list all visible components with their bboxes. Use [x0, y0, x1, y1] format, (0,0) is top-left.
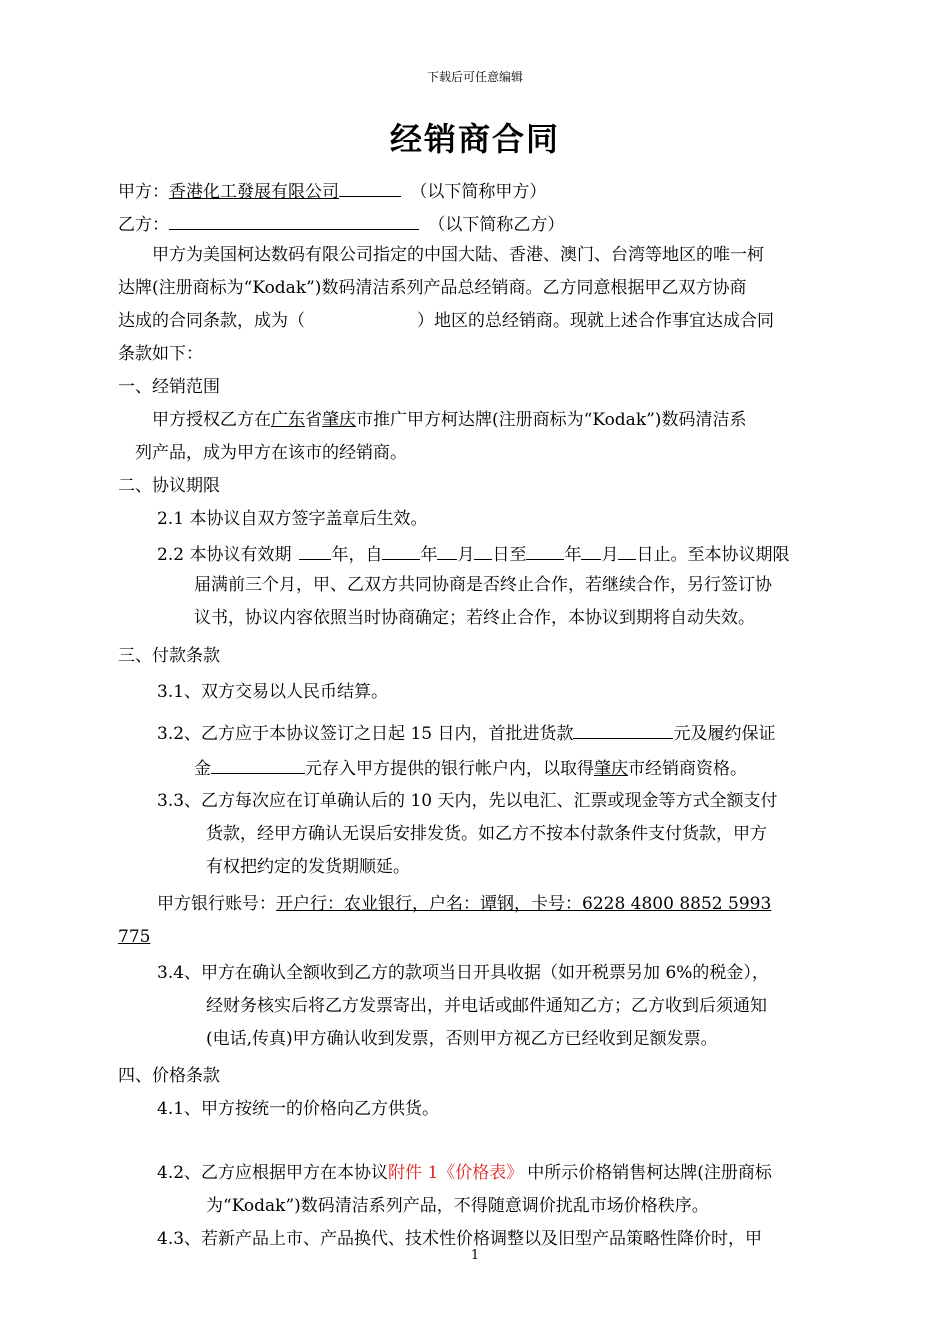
- section-2-item-1: 2.1 本协议自双方签字盖章后生效。: [157, 509, 428, 529]
- bank-account-value: 开户行：农业银行，户名：谭钢，卡号：6228 4800 8852 5993: [276, 894, 772, 914]
- s2-blank-years: [299, 541, 331, 560]
- s3-deposit-text: 3.2、乙方应于本协议签订之日起 15 日内，首批进货款: [157, 724, 574, 744]
- s3-city: 肇庆: [594, 759, 628, 779]
- party-a-blank: [339, 178, 401, 197]
- s2-blank-start-year: [382, 541, 420, 560]
- bank-account-label: 甲方银行账号：: [157, 894, 276, 914]
- section-4-item-1: 4.1、甲方按统一的价格向乙方供货。: [157, 1099, 440, 1119]
- party-b-line: [118, 211, 564, 236]
- intro-line-3: [118, 310, 774, 332]
- party-b-label: 乙方：: [118, 215, 169, 235]
- section-3-item-2-line-2: [194, 755, 747, 780]
- s4-price-text-b: 中所示价格销售柯达牌(注册商标: [527, 1163, 772, 1183]
- intro-line-2: 达牌(注册商标为“Kodak”)数码清洁系列产品总经销商。乙方同意根据甲乙双方协商: [118, 278, 747, 298]
- page-number: 1: [470, 1248, 480, 1263]
- s2-end-text: 日止。至本协议期限: [636, 545, 790, 565]
- s2-year-text: 年，自: [331, 545, 383, 565]
- party-a-line: [118, 178, 546, 203]
- party-a-name: 香港化工發展有限公司: [169, 182, 339, 202]
- section-3-item-2-line-1: [157, 720, 775, 745]
- section-3-item-3-line-3: 有权把约定的发货期顺延。: [206, 857, 410, 877]
- price-table-appendix-link[interactable]: 附件 1《价格表》: [388, 1163, 524, 1183]
- party-b-suffix: （以下简称乙方）: [428, 215, 565, 235]
- s1-text-b: 省: [305, 410, 322, 430]
- intro-line-4: 条款如下：: [118, 344, 203, 364]
- section-3-item-4-line-1: 3.4、甲方在确认全额收到乙方的款项当日开具收据（如开税票另加 6%的税金），: [157, 963, 769, 983]
- section-3-item-3-line-2: 货款，经甲方确认无误后安排发货。如乙方不按本付款条件支付货款，甲方: [206, 824, 767, 844]
- party-a-label: 甲方：: [118, 182, 169, 202]
- s3-deposit-text-e: 市经销商资格。: [628, 759, 747, 779]
- section-4-item-3-line-1: 4.3、若新产品上市、产品换代、技术性价格调整以及旧型产品策略性降价时，甲: [157, 1229, 763, 1249]
- section-2-item-2-line-3: 议书，协议内容依照当时协商确定；若终止合作，本协议到期将自动失效。: [194, 608, 755, 628]
- section-2-item-2-line-2: 届满前三个月，甲、乙双方共同协商是否终止合作，若继续合作，另行签订协: [194, 575, 772, 595]
- section-3-item-3-line-1: 3.3、乙方每次应在订单确认后的 10 天内，先以电汇、汇票或现金等方式全额支付: [157, 791, 778, 811]
- s4-price-text-a: 4.2、乙方应根据甲方在本协议: [157, 1163, 389, 1183]
- section-4-item-2-line-1: [157, 1162, 772, 1184]
- section-3-item-4-line-3: (电话,传真)甲方确认收到发票，否则甲方视乙方已经收到足额发票。: [206, 1029, 718, 1049]
- section-1-line-2: 列产品，成为甲方在该市的经销商。: [135, 443, 407, 463]
- s2-blank-end-month: [581, 541, 601, 560]
- s2-start-year-label: 年: [420, 545, 438, 565]
- header-note: 下载后可任意编辑: [426, 70, 523, 84]
- s1-city: 肇庆: [322, 410, 356, 430]
- s2-blank-start-day: [474, 541, 492, 560]
- section-2-heading: 二、协议期限: [118, 476, 220, 496]
- s3-deposit-text-c: 金: [194, 759, 211, 779]
- section-1-heading: 一、经销范围: [118, 377, 220, 397]
- s2-blank-end-year: [526, 541, 564, 560]
- s2-end-month-label: 月: [601, 545, 619, 565]
- section-3-item-4-line-2: 经财务核实后将乙方发票寄出，并电话或邮件通知乙方；乙方收到后须通知: [206, 996, 767, 1016]
- section-2-item-2-line-1: [157, 541, 789, 566]
- s3-deposit-text-b: 元及履约保证: [673, 724, 776, 744]
- party-b-blank: [169, 211, 419, 230]
- s3-blank-first-payment: [573, 720, 673, 739]
- party-a-suffix: （以下简称甲方）: [410, 182, 547, 202]
- bank-account-line-1: [157, 893, 771, 915]
- section-4-heading: 四、价格条款: [118, 1066, 220, 1086]
- s3-blank-guarantee: [211, 755, 305, 774]
- intro-line-1: 甲方为美国柯达数码有限公司指定的中国大陆、香港、澳门、台湾等地区的唯一柯: [152, 245, 764, 265]
- s1-text-c: 市推广甲方柯达牌(注册商标为“Kodak”)数码清洁系: [356, 410, 747, 430]
- s2-blank-start-month: [437, 541, 457, 560]
- s2-term-text: 2.2 本协议有效期: [157, 545, 292, 565]
- section-3-heading: 三、付款条款: [118, 646, 220, 666]
- section-1-line-1: [152, 409, 746, 431]
- s3-deposit-text-d: 元存入甲方提供的银行帐户内，以取得: [305, 759, 594, 779]
- intro-line-3-part-a: 达成的合同条款，成为（: [118, 311, 305, 331]
- document-title: 经销商合同: [389, 120, 560, 158]
- bank-account-line-2: [118, 926, 150, 948]
- section-3-item-1: 3.1、双方交易以人民币结算。: [157, 682, 389, 702]
- s2-blank-end-day: [618, 541, 636, 560]
- section-4-item-2-line-2: 为“Kodak”)数码清洁系列产品，不得随意调价扰乱市场价格秩序。: [206, 1196, 709, 1216]
- s2-start-month-label: 月: [457, 545, 475, 565]
- intro-line-3-part-b: ）地区的总经销商。现就上述合作事宜达成合同: [417, 311, 774, 331]
- s2-start-day-label: 日至: [492, 545, 527, 565]
- s1-text-a: 甲方授权乙方在: [152, 410, 271, 430]
- s2-end-year-label: 年: [564, 545, 582, 565]
- s1-province: 广东: [271, 410, 305, 430]
- bank-account-value-cont: 775: [118, 927, 151, 947]
